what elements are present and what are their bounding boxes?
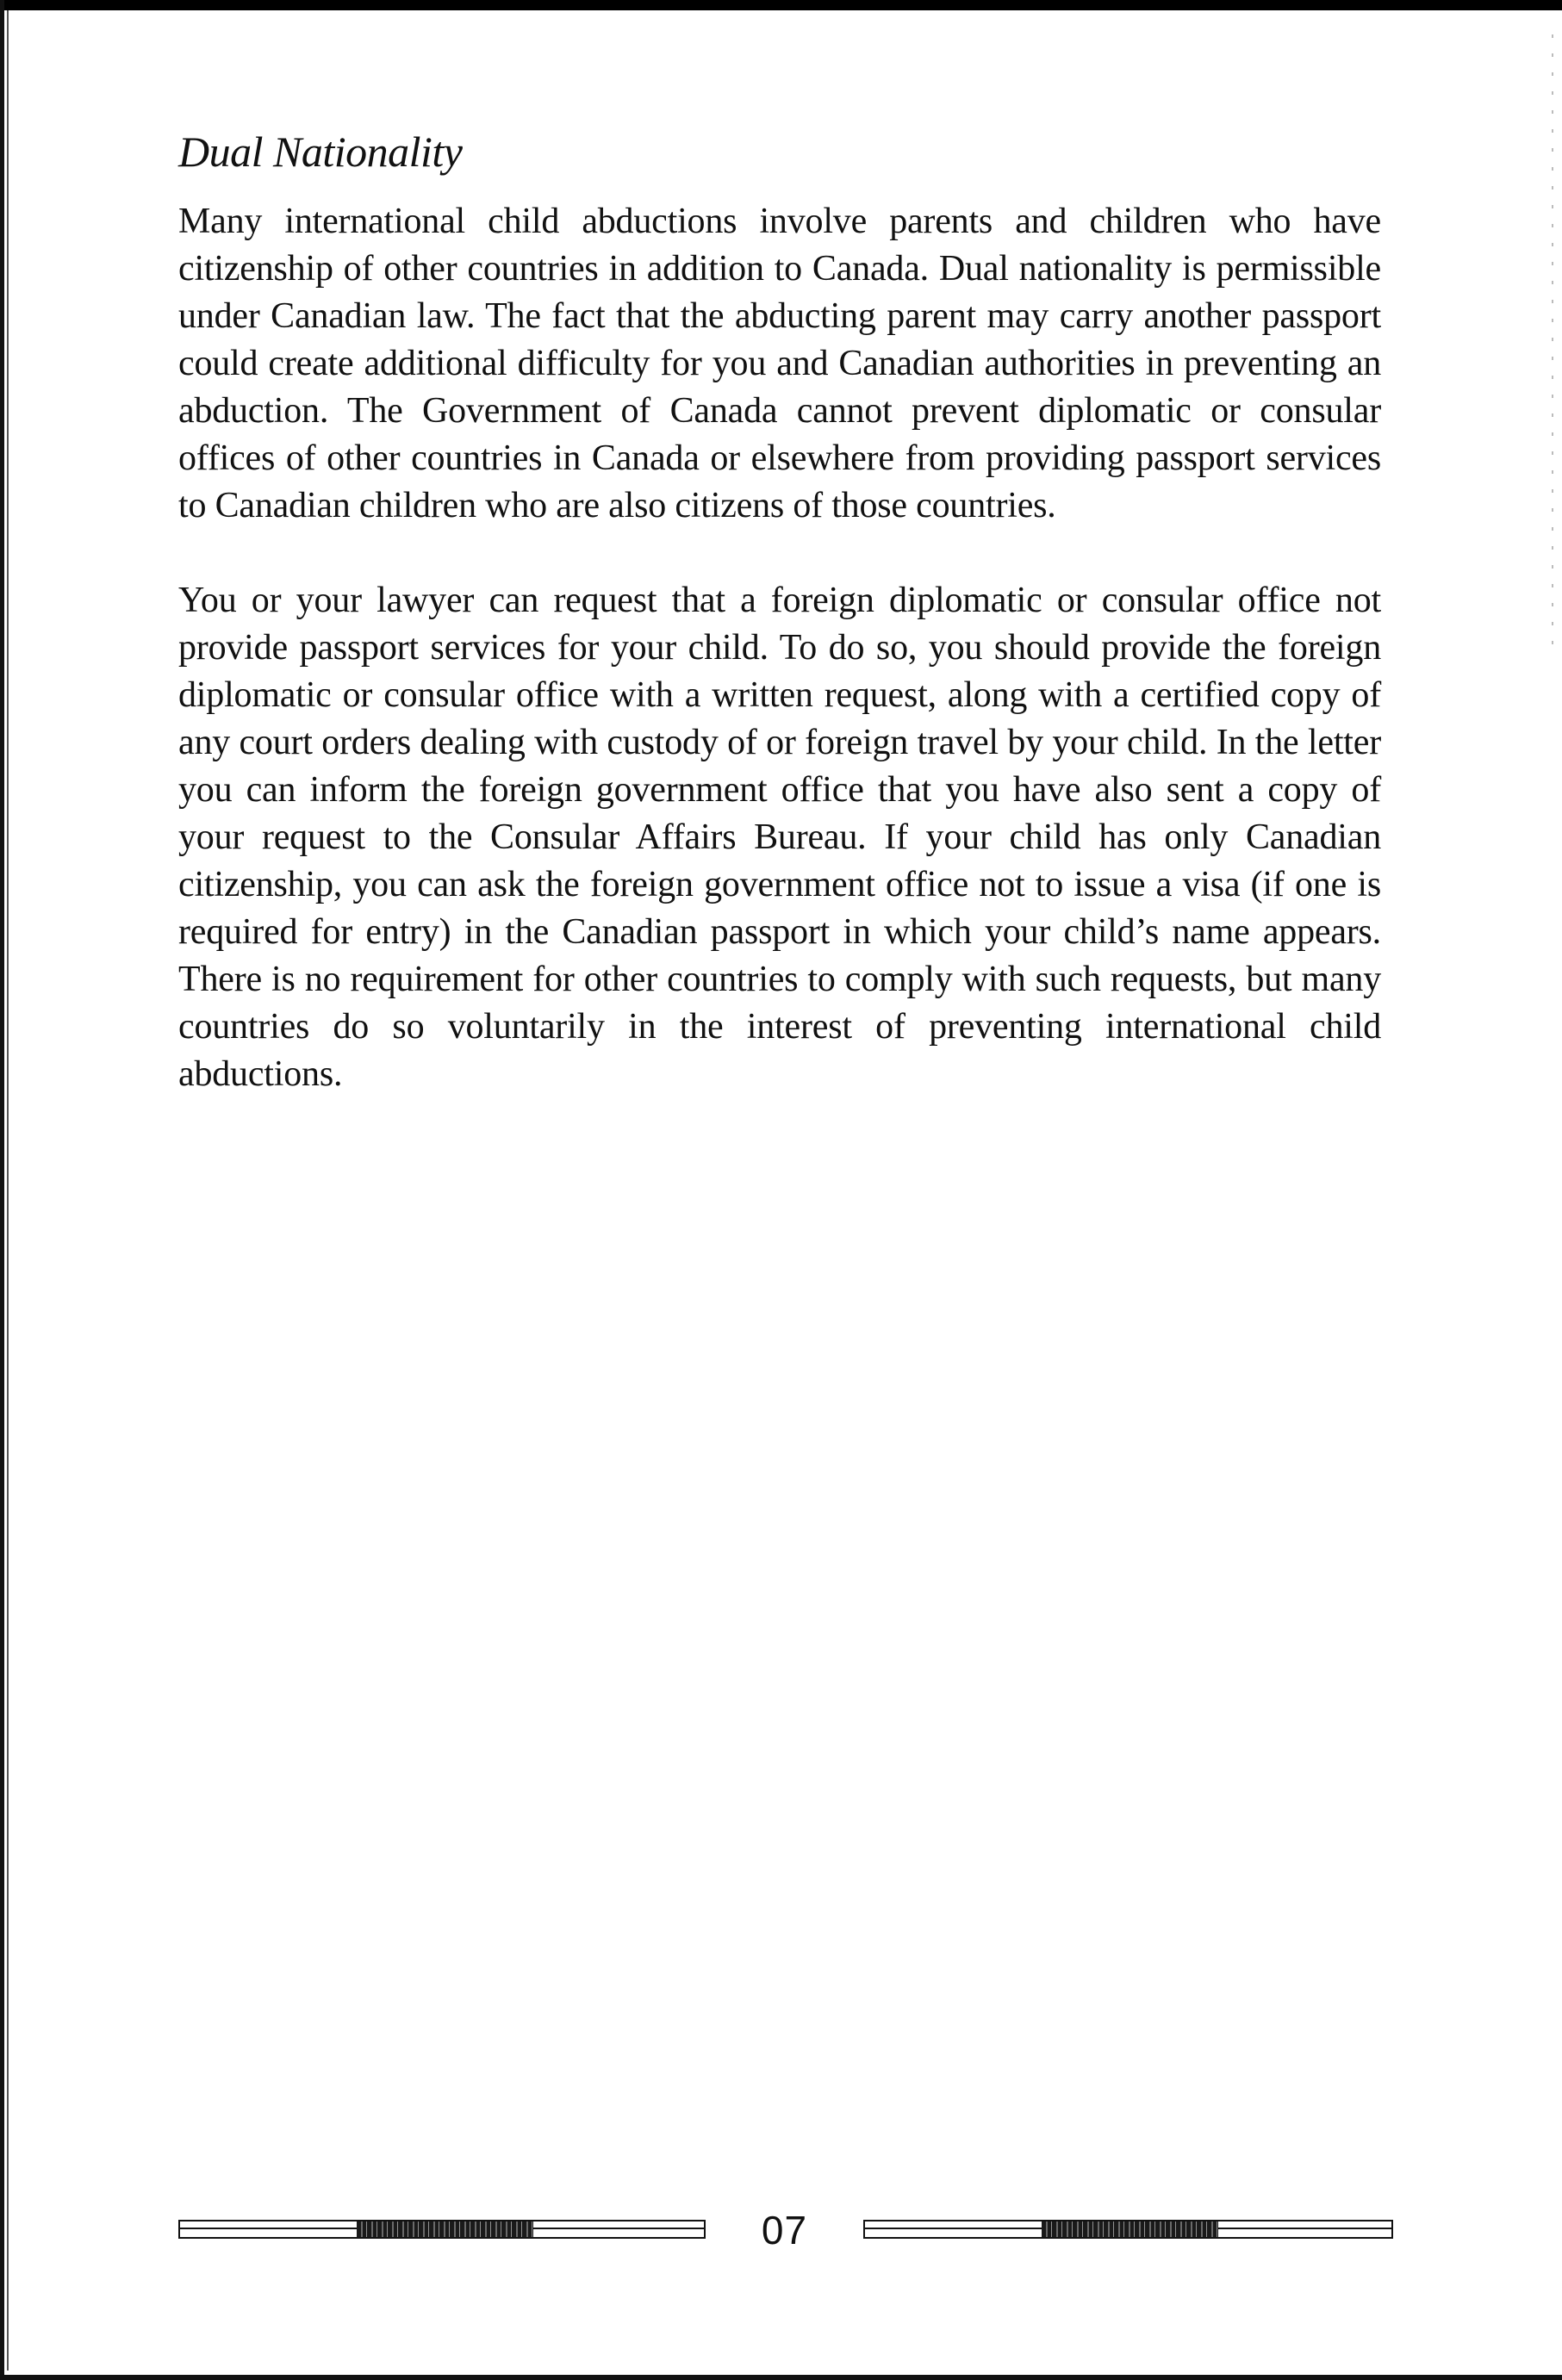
scan-border-bottom — [0, 2375, 1562, 2380]
scan-artifact-right — [1552, 34, 1553, 655]
footer-rule-right-ornament — [1042, 2222, 1218, 2237]
page-content — [178, 127, 1381, 1146]
scan-border-left — [0, 0, 4, 2380]
footer-rule-left — [178, 2220, 706, 2239]
footer-rule-left-ornament — [357, 2222, 533, 2237]
page-number: 07 — [761, 2208, 808, 2253]
footer-rule-right — [863, 2220, 1393, 2239]
scan-border-left-inner — [7, 10, 9, 2371]
scan-border-top — [0, 0, 1562, 10]
paragraph-dual-nationality: Many international child abductions involve parents and children who have citizenship of other countries in addition to Canada. Dual nationality is permissible under Canadian law. The fact that the abducting parent may carry another passport could create additional difficulty for you and Canadian authorities in preventing an abduction. The Government of Canada cannot prevent diplomatic or consular offices of other countries in Canada or elsewhere from providing passport services to Canadian children who are also citizens of those countries. — [178, 201, 1381, 525]
paragraph-passport-request: You or your lawyer can request that a foreign diplomatic or consular office not provide passport services for your child. To do so, you should provide the foreign diplomatic or consular office with a written request, along with a certified copy of any court orders dealing with custody of or foreign travel by your child. In the letter you can inform the foreign government office that you have also sent a copy of your request to the Consular Affairs Bureau. If your child has only Canadian citizenship, you can ask the foreign government office not to issue a visa (if one is required for entry) in the Canadian passport in which your child’s name appears. There is no requirement for other countries to comply with such requests, but many countries do so voluntarily in the interest of preventing international child abductions. — [178, 580, 1381, 1094]
section-heading: Dual Nationality — [178, 127, 463, 176]
page-footer — [178, 2208, 1393, 2253]
